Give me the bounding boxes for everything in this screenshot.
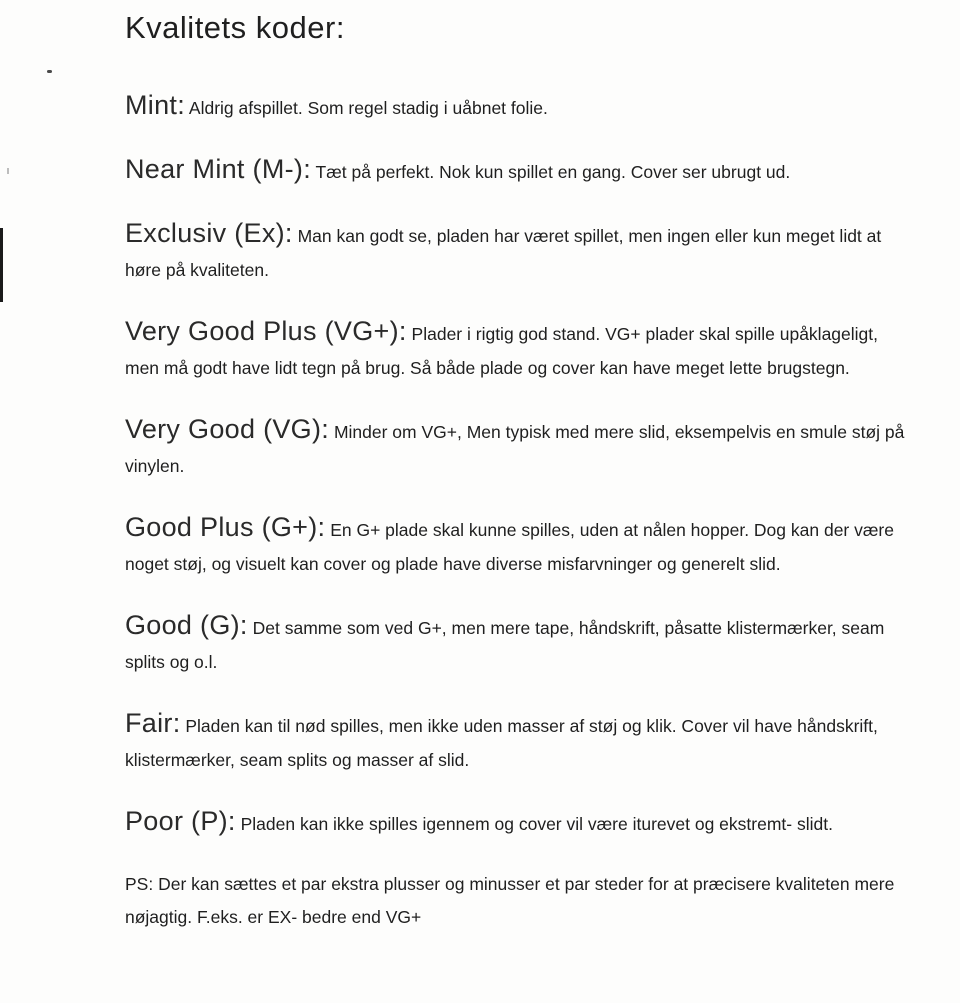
quality-description: Aldrig afspillet. Som regel stadig i uåbnet folie. xyxy=(188,98,548,118)
quality-entry-poor xyxy=(125,804,913,841)
quality-description: Minder om VG+, Men typisk med mere slid, eksempelvis en smule støj på vinylen. xyxy=(125,422,905,476)
quality-description: Det samme som ved G+, men mere tape, håndskrift, påsatte klistermærker, seam splits og o.l. xyxy=(125,618,885,672)
quality-term: Poor (P): xyxy=(125,806,236,836)
quality-term: Good Plus (G+): xyxy=(125,512,326,542)
ps-note: PS: Der kan sættes et par ekstra plusser og minusser et par steder for at præcisere kvaliteten mere nøjagtig. F.eks. er EX- bedre end VG+ xyxy=(125,874,895,927)
scan-artifact-dot xyxy=(47,70,52,73)
quality-description: Pladen kan til nød spilles, men ikke uden masser af støj og klik. Cover vil have håndskrift, klistermærker, seam splits og masser af slid. xyxy=(125,716,878,770)
quality-entry-very-good xyxy=(125,412,913,483)
quality-entry-very-good-plus xyxy=(125,314,913,385)
quality-description: Pladen kan ikke spilles igennem og cover vil være iturevet og ekstremt- slidt. xyxy=(240,814,833,834)
quality-entry-exclusiv xyxy=(125,216,913,287)
quality-term: Very Good (VG): xyxy=(125,414,330,444)
quality-term: Fair: xyxy=(125,708,181,738)
quality-term: Mint: xyxy=(125,90,186,120)
quality-term: Good (G): xyxy=(125,610,248,640)
quality-entry-good-plus xyxy=(125,510,913,581)
quality-entry-mint xyxy=(125,88,913,125)
quality-term: Near Mint (M-): xyxy=(125,154,311,184)
quality-term: Very Good Plus (VG+): xyxy=(125,316,407,346)
quality-description: Plader i rigtig god stand. VG+ plader skal spille upåklageligt, men må godt have lidt tegn på brug. Så både plade og cover kan have meget lette brugstegn. xyxy=(125,324,878,378)
quality-description: En G+ plade skal kunne spilles, uden at nålen hopper. Dog kan der være noget støj, og visuelt kan cover og plade have diverse misfarvninger og generelt slid. xyxy=(125,520,894,574)
scan-artifact-tick xyxy=(7,168,9,174)
page-title: Kvalitets koder: xyxy=(125,10,345,45)
quality-entry-near-mint xyxy=(125,152,913,189)
quality-description: Man kan godt se, pladen har været spillet, men ingen eller kun meget lidt at høre på kvaliteten. xyxy=(125,226,882,280)
quality-term: Exclusiv (Ex): xyxy=(125,218,293,248)
document-page xyxy=(125,10,913,934)
scan-artifact-left-line xyxy=(0,228,3,302)
quality-description: Tæt på perfekt. Nok kun spillet en gang. Cover ser ubrugt ud. xyxy=(315,162,791,182)
quality-entry-fair xyxy=(125,706,913,777)
quality-entry-good xyxy=(125,608,913,679)
